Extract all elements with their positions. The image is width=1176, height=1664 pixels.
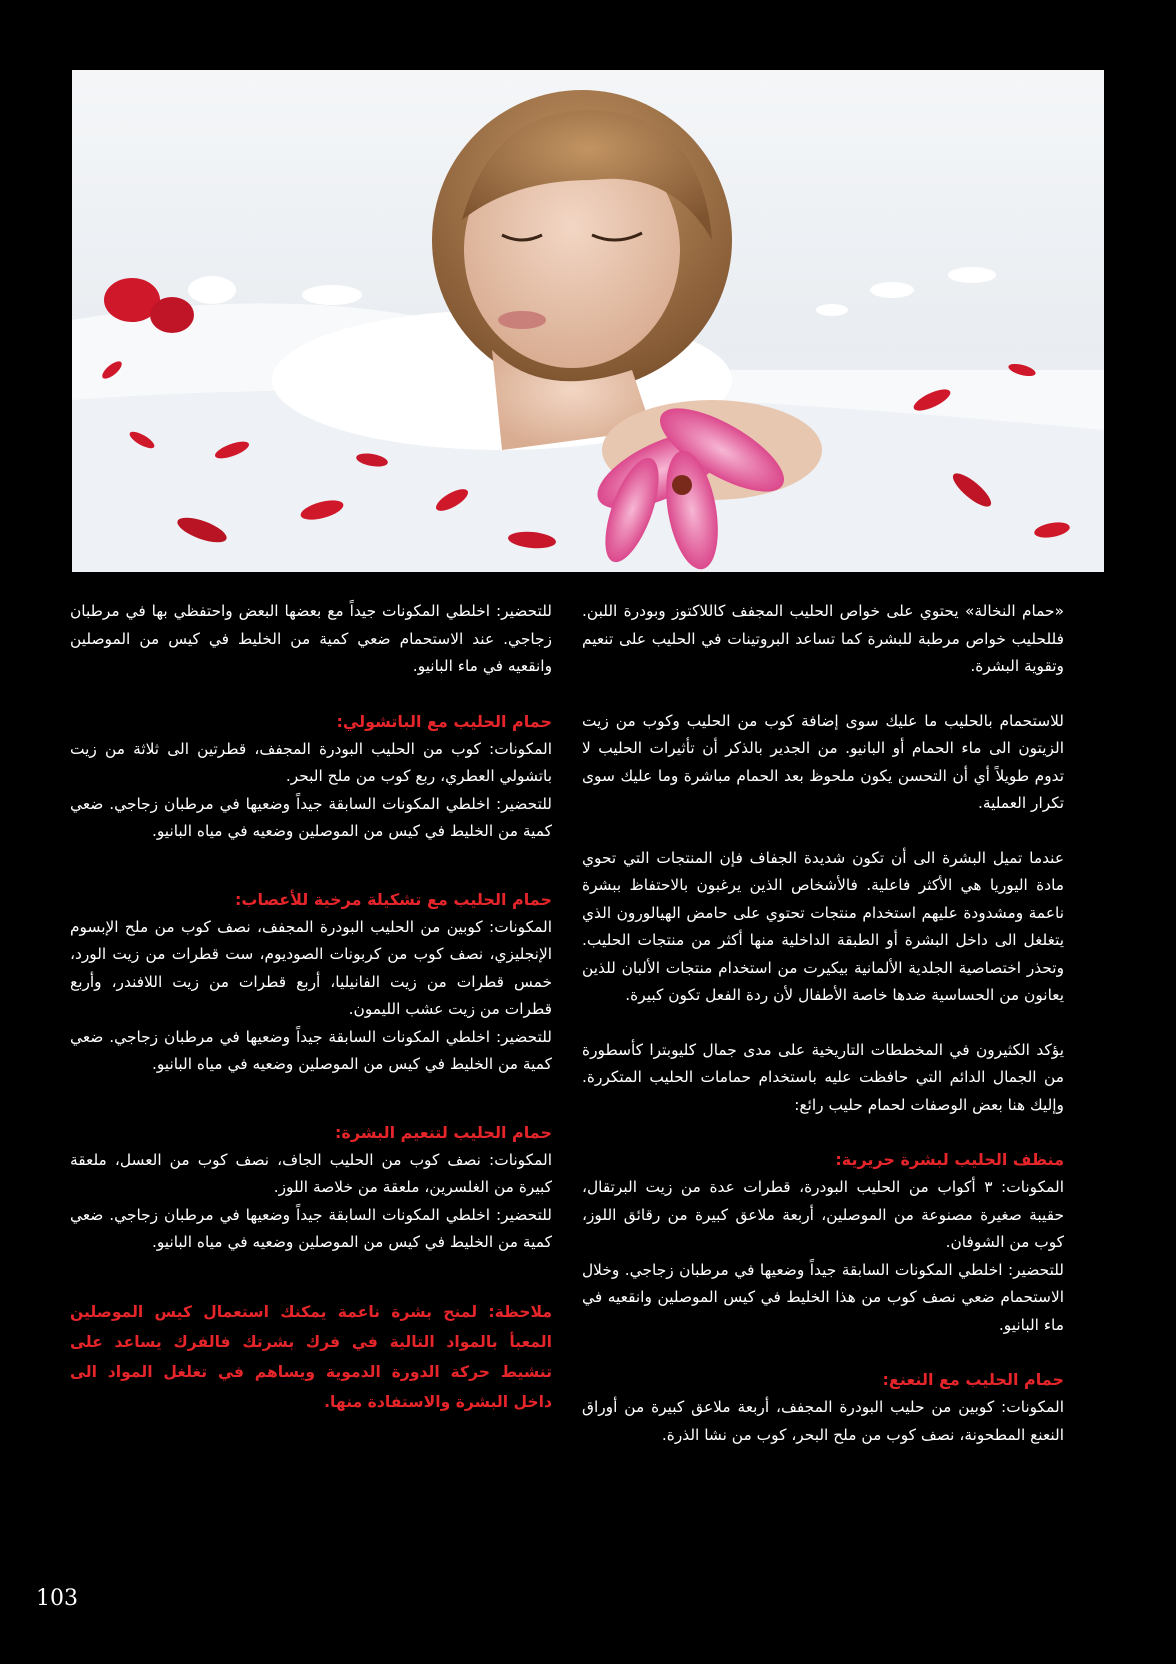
paragraph-bran-bath: «حمام النخالة» يحتوي على خواص الحليب المجفف كاللاكتوز وبودرة اللبن. فللحليب خواص مرطبة للبشرة كما تساعد البروتينات في الحليب على تنعيم وتقوية البشرة. [582, 602, 1064, 675]
paragraph-milk-bath-method: للاستحمام بالحليب ما عليك سوى إضافة كوب من الحليب وكوب من زيت الزيتون الى ماء الحمام أو البانيو. من الجدير بالذكر أن تأثيرات الحليب لا تدوم طويلاً أي أن التحسن يكون ملحوظ بعد الحمام مباشرة وما عليك سوى تكرار العملية. [582, 711, 1064, 812]
ingredients-relaxing: المكونات: كوبين من الحليب البودرة المجفف، نصف كوب من ملح الإبسوم الإنجليزي، نصف كوب من كربونات الصوديوم، ست قطرات من زيت الورد، خمس قطرات من زيت الفانيليا، أربع قطرات من زيت اللافندر، وأربع قطرات من زيت عشب الليمون. [70, 917, 552, 1018]
paragraph-cleopatra: يؤكد الكثيرون في المخططات التاريخية على مدى جمال كليوبترا كأسطورة من الجمال الدائم التي حافظت عليه باستخدام حمامات الحليب المتكررة. وإليك هنا بعض الوصفات لحمام حليب رائع: [582, 1040, 1064, 1114]
heading-silky-skin-cleanser: منظف الحليب لبشرة حريرية: [835, 1150, 1064, 1169]
page-number: 103 [36, 1586, 78, 1611]
note-muslin-scrub: ملاحظة: لمنح بشرة ناعمة يمكنك استعمال كيس الموصلين المعبأ بالمواد التالية في فرك بشرتك فالفرك يساعد على تنشيط حركة الدورة الدموية ويساهم في تغلغل المواد الى داخل البشرة والاستفادة منها. [70, 1302, 552, 1411]
ingredients-softening: المكونات: نصف كوب من الحليب الجاف، نصف كوب من العسل، ملعقة كبيرة من الغلسرين، ملعقة من خلاصة اللوز. [70, 1150, 552, 1196]
preparation-softening: للتحضير: اخلطي المكونات السابقة جيداً وضعيها في مرطبان زجاجي. ضعي كمية من الخليط في كيس من الموصلين وضعيه في مياه البانيو. [70, 1205, 552, 1251]
hero-photo [72, 70, 1104, 572]
preparation-mint: للتحضير: اخلطي المكونات جيداً مع بعضها البعض واحتفظي بها في مرطبان زجاجي. عند الاستحمام ضعي كمية من الخليط في كيس من الموصلين وانقعيه في ماء البانيو. [70, 602, 552, 675]
heading-softening-milk-bath: حمام الحليب لتنعيم البشرة: [334, 1122, 552, 1142]
ingredients-mint: المكونات: كوبين من حليب البودرة المجفف، أربعة ملاعق كبيرة من أوراق النعنع المطحونة، نصف كوب من ملح البحر، كوب من نشا الذرة. [582, 1398, 1064, 1444]
heading-mint-milk-bath: حمام الحليب مع النعنع: [882, 1370, 1064, 1389]
preparation-relaxing: للتحضير: اخلطي المكونات السابقة جيداً وضعيها في مرطبان زجاجي. ضعي كمية من الخليط في كيس من الموصلين وضعيه في مياه البانيو. [70, 1027, 552, 1073]
heading-relaxing-milk-bath: حمام الحليب مع تشكيلة مرخية للأعصاب: [234, 889, 552, 909]
ingredients-patchouli: المكونات: كوب من الحليب البودرة المجفف، قطرتين الى ثلاثة من زيت باتشولي العطري، ربع كوب من ملح البحر. [70, 739, 552, 785]
milk-bath-illustration [72, 70, 1104, 572]
preparation-silky-skin: للتحضير: اخلطي المكونات السابقة جيداً وضعيها في مرطبان زجاجي. وخلال الاستحمام ضعي نصف كوب من هذا الخليط في كيس الموصلين وانقعيه في ماء البانيو. [582, 1260, 1064, 1334]
preparation-patchouli: للتحضير: اخلطي المكونات السابقة جيداً وضعيها في مرطبان زجاجي. ضعي كمية من الخليط في كيس من الموصلين وضعيه في مياه البانيو. [70, 794, 552, 840]
ingredients-silky-skin: المكونات: ٣ أكواب من الحليب البودرة، قطرات عدة من زيت البرتقال، حقيبة صغيرة مصنوعة من الموصلين، أربعة ملاعق كبيرة من رقائق اللوز، كوب من الشوفان. [582, 1178, 1064, 1251]
left-column [70, 598, 552, 1417]
heading-patchouli-milk-bath: حمام الحليب مع الباتشولي: [336, 711, 552, 731]
right-column [582, 598, 1064, 1449]
paragraph-dry-skin: عندما تميل البشرة الى أن تكون شديدة الجفاف فإن المنتجات التي تحوي مادة اليوريا هي الأكثر فاعلية. فالأشخاص الذين يرغبون بالاحتفاظ ببشرة ناعمة ومشدودة عليهم استخدام منتجات تحتوي على حامض الهيالورون الذي يتغلغل الى داخل البشرة أو الطبقة الداخلية منها أكثر من منتجات الحليب. وتحذر اختصاصية الجلدية الألمانية بيكيرت من استخدام منتجات الألبان للذين يعانون من الحساسية ضدها خاصة الأطفال لأن ردة الفعل تكون كبيرة. [582, 848, 1064, 1004]
